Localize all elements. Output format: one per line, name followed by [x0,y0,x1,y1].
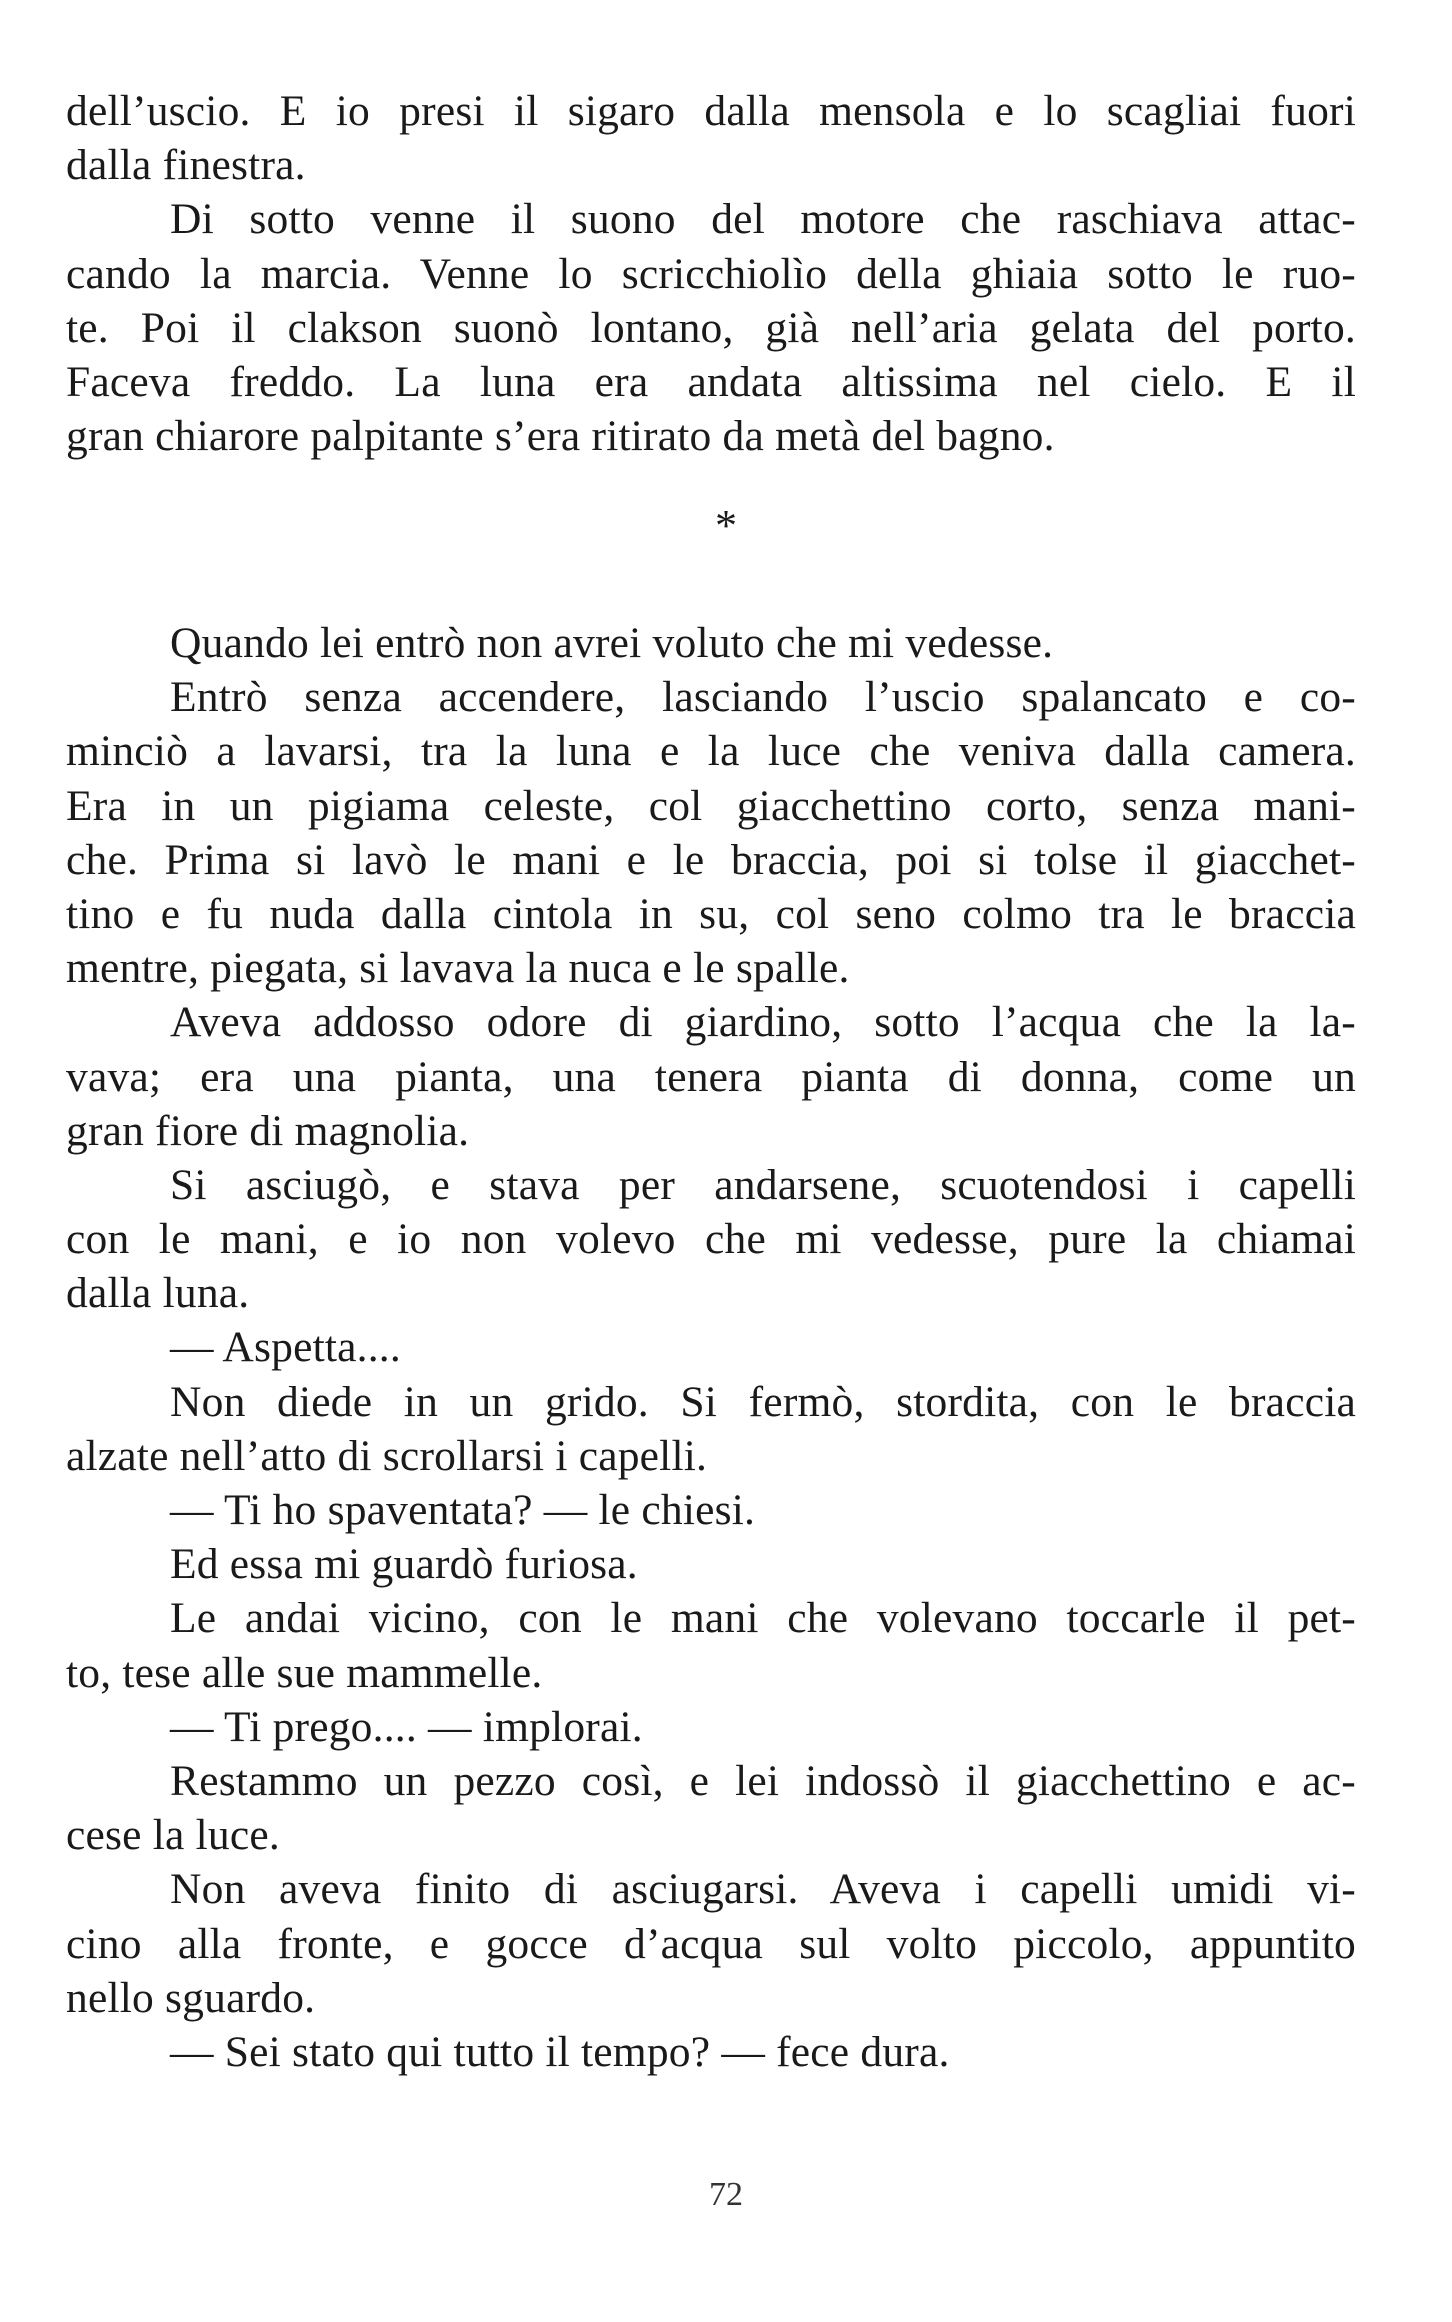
paragraph-block-top [66,84,1356,463]
text-line: minciò a lavarsi, tra la luna e la luce che veniva dalla camera. [66,727,1356,776]
page-number: 72 [709,2176,743,2213]
text-line: Ed essa mi guardò furiosa. [170,1540,638,1589]
text-line: Quando lei entrò non avrei voluto che mi vedesse. [170,619,1054,667]
text-line: dalla finestra. [66,141,306,190]
text-line: cino alla fronte, e gocce d’acqua sul volto piccolo, appuntito [66,1919,1356,1968]
text-line: tino e fu nuda dalla cintola in su, col seno colmo tra le braccia [66,889,1356,938]
text-line: Faceva freddo. La luna era andata altissima nel cielo. E il [66,357,1356,406]
text-line: Non aveva finito di asciugarsi. Aveva i capelli umidi vi- [170,1865,1356,1914]
text-line: dalla luna. [66,1269,250,1318]
dialogue-line: — Ti prego.... — implorai. [170,1702,643,1751]
text-line: alzate nell’atto di scrollarsi i capelli. [66,1431,708,1480]
text-line: Di sotto venne il suono del motore che raschiava attac- [170,195,1356,244]
text-line: con le mani, e io non volevo che mi vedesse, pure la chiamai [66,1215,1356,1264]
text-line: nello sguardo. [66,1973,316,2022]
text-line: te. Poi il clakson suonò lontano, già nell’aria gelata del porto. [66,303,1356,352]
text-line: Entrò senza accendere, lasciando l’uscio spalancato e co- [170,673,1356,722]
text-line: gran fiore di magnolia. [66,1106,470,1155]
section-separator: * [715,501,737,550]
dialogue-line: — Aspetta.... [170,1323,401,1372]
text-line: Restammo un pezzo così, e lei indossò il giacchettino e ac- [170,1756,1356,1805]
text-line: Le andai vicino, con le mani che volevano toccarle il pet- [170,1594,1356,1643]
text-line: cando la marcia. Venne lo scricchiolìo della ghiaia sotto le ruo- [66,249,1356,298]
text-line: Si asciugò, e stava per andarsene, scuotendosi i capelli [170,1160,1356,1209]
text-line: gran chiarore palpitante s’era ritirato da metà del bagno. [66,412,1055,461]
text-line: che. Prima si lavò le mani e le braccia, poi si tolse il giacchet- [66,835,1356,884]
paragraph-block-main [66,616,1356,2079]
text-line: dell’uscio. E io presi il sigaro dalla mensola e lo scagliai fuori [66,87,1356,135]
text-line: to, tese alle sue mammelle. [66,1648,543,1697]
text-line: Aveva addosso odore di giardino, sotto l’acqua che la la- [170,998,1356,1047]
text-line: mentre, piegata, si lavava la nuca e le spalle. [66,944,850,993]
text-line: Era in un pigiama celeste, col giacchettino corto, senza mani- [66,781,1356,830]
dialogue-line: — Ti ho spaventata? — le chiesi. [170,1486,756,1534]
text-line: vava; era una pianta, una tenera pianta di donna, come un [66,1052,1356,1101]
text-line: Non diede in un grido. Si fermò, stordita, con le braccia [170,1377,1356,1426]
dialogue-line: — Sei stato qui tutto il tempo? — fece dura. [170,2027,950,2076]
text-line: cese la luce. [66,1811,280,1860]
